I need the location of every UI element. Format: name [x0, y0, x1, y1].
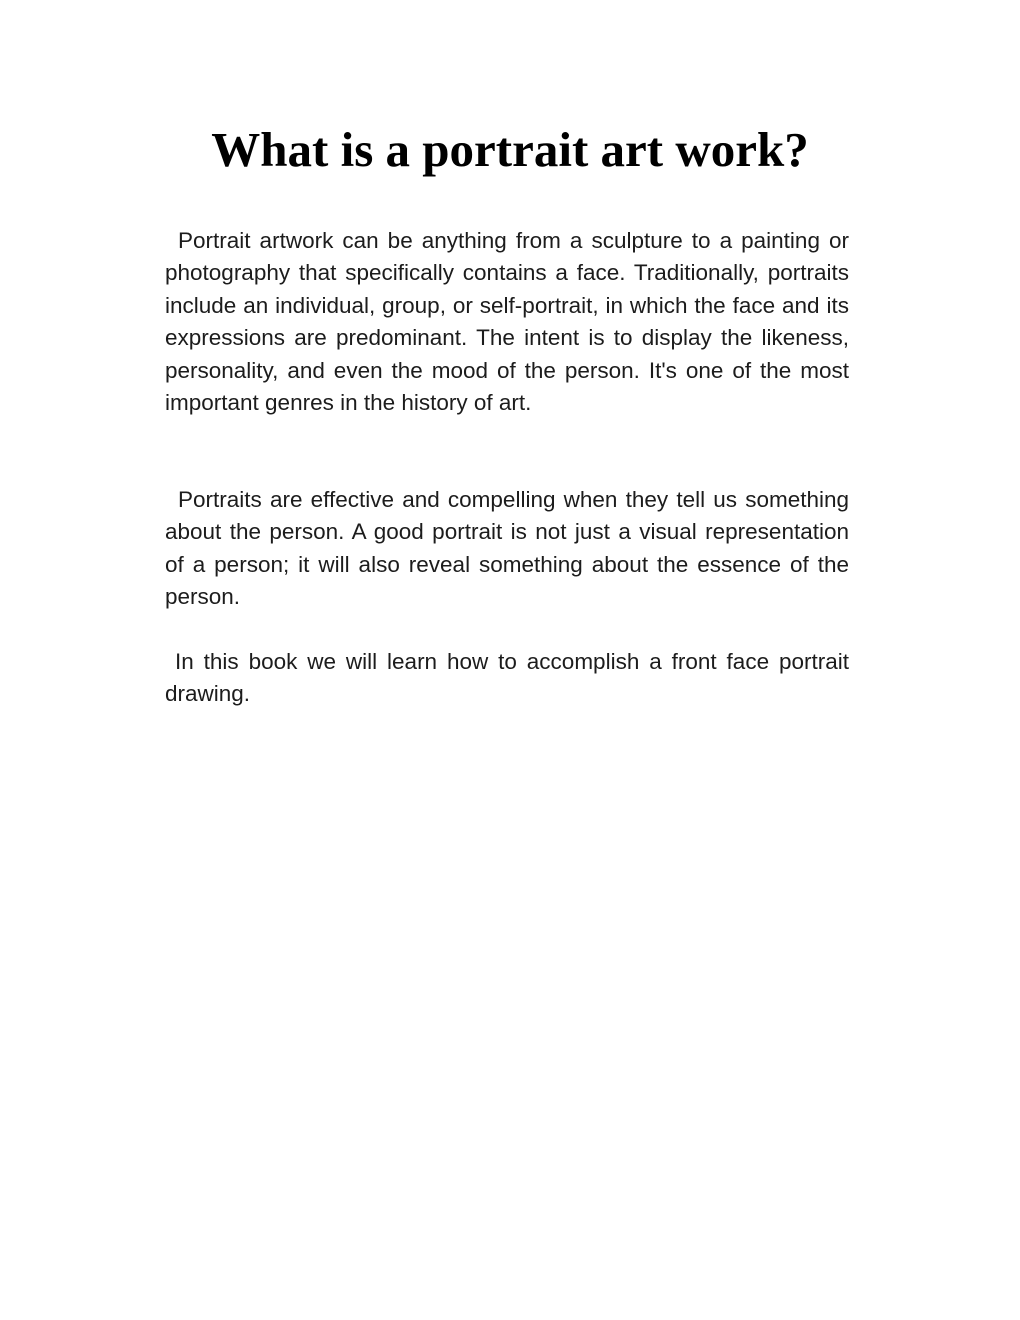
paragraph-book-goal: In this book we will learn how to accomplish a front face portrait drawing.: [165, 649, 849, 707]
paragraph-intro: Portrait artwork can be anything from a sculpture to a painting or photography that specifically contains a face. Traditionally, portraits include an individual, group, or self-portrait, in which the face and its expressions are predominant. The intent is to display the likeness, personality, and even the mood of the person. It's one of the most important genres in the history of art.: [165, 228, 849, 416]
page-title: What is a portrait art work?: [211, 122, 809, 177]
paragraph-effective-portraits: Portraits are effective and compelling when they tell us something about the person. A good portrait is not just a visual representation of a person; it will also reveal something about the essence of the person.: [165, 487, 849, 610]
